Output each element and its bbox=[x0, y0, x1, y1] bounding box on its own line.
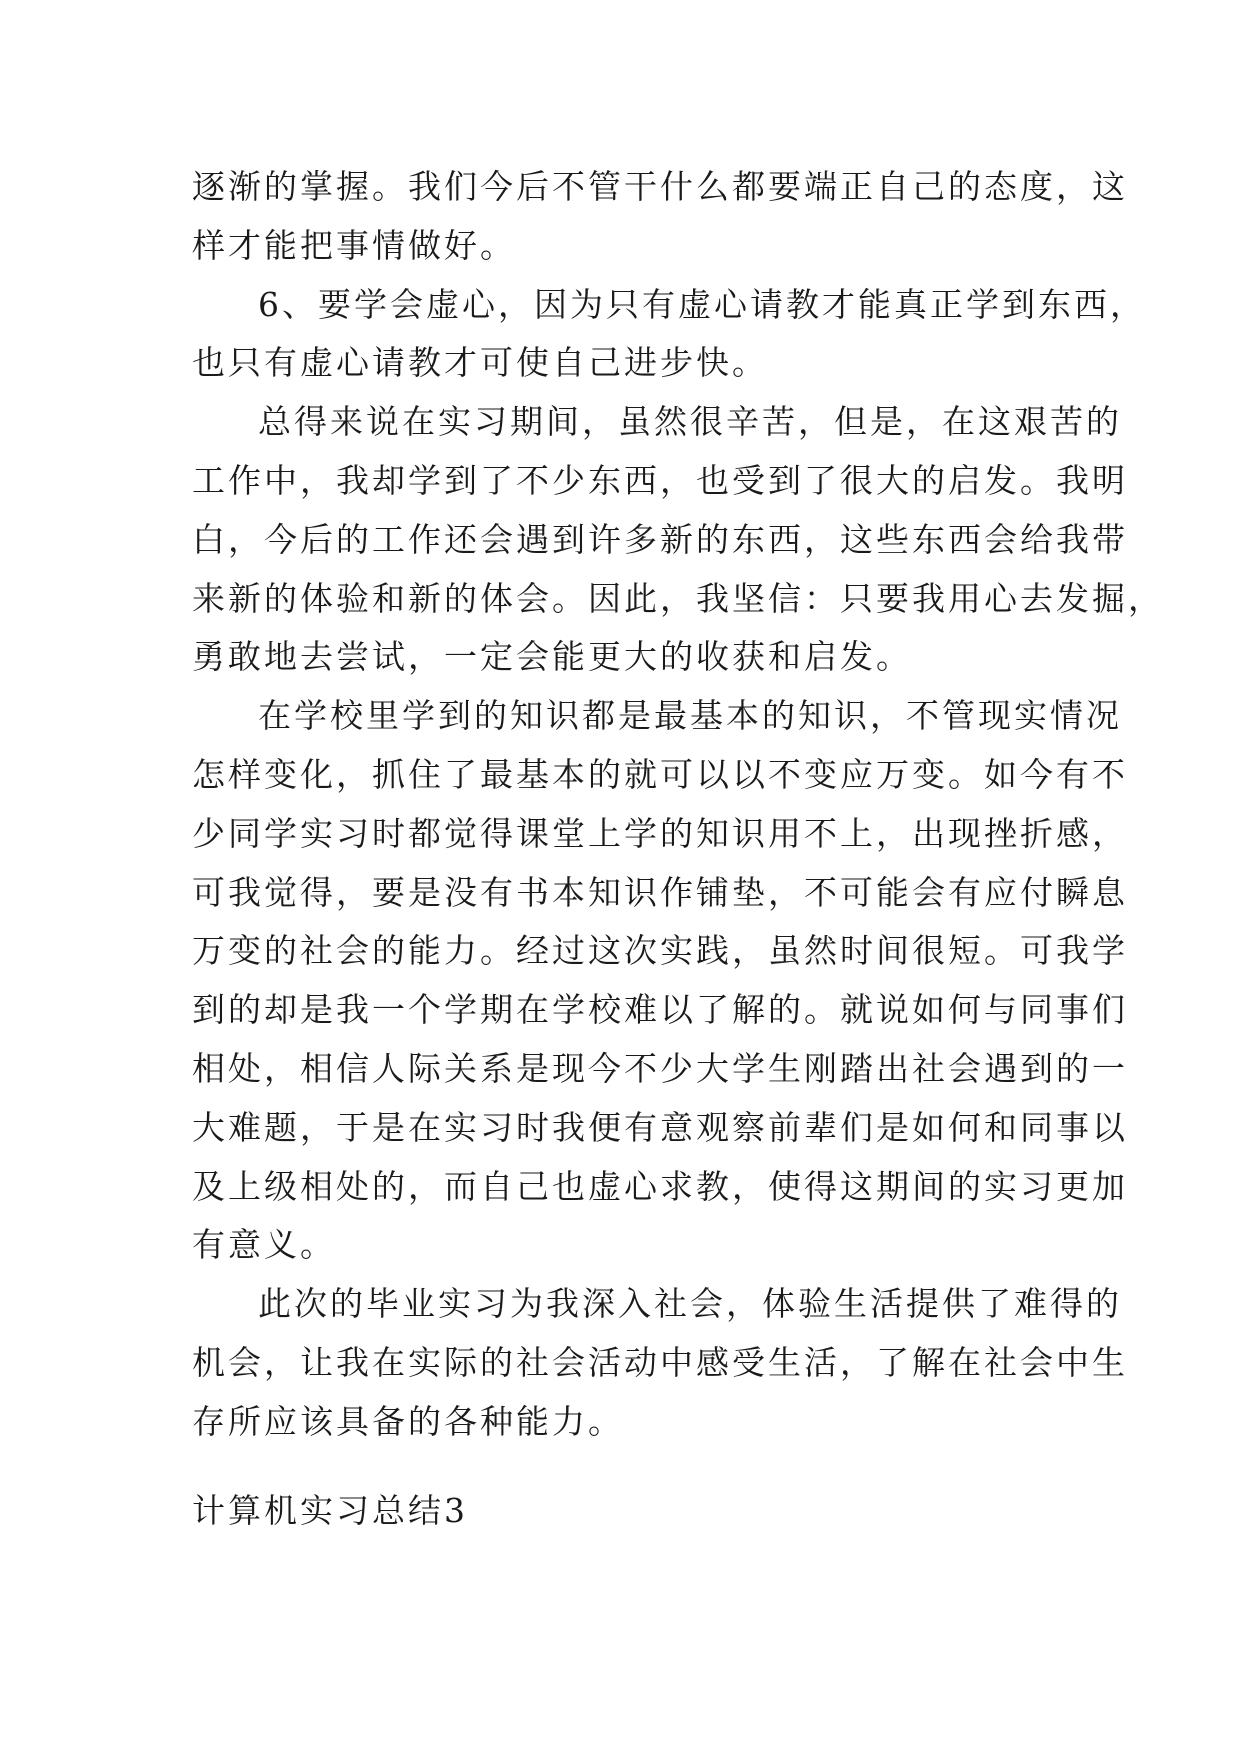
text-line: 此次的毕业实习为我深入社会，体验生活提供了难得的 bbox=[258, 1284, 1122, 1324]
text-line: 6、要学会虚心，因为只有虚心请教才能真正学到东西， bbox=[258, 284, 1146, 324]
text-line: 可我觉得，要是没有书本知识作铺垫，不可能会有应付瞬息 bbox=[192, 872, 1128, 912]
text-line: 工作中，我却学到了不少东西，也受到了很大的启发。我明 bbox=[192, 460, 1128, 500]
text-line: 勇敢地去尝试，一定会能更大的收获和启发。 bbox=[192, 637, 912, 677]
text-line: 白，今后的工作还会遇到许多新的东西，这些东西会给我带 bbox=[192, 519, 1128, 559]
text-line: 相处，相信人际关系是现今不少大学生刚踏出社会遇到的一 bbox=[192, 1048, 1128, 1088]
text-line: 也只有虚心请教才可使自己进步快。 bbox=[192, 343, 768, 383]
text-line: 存所应该具备的各种能力。 bbox=[192, 1401, 624, 1441]
paragraph bbox=[192, 1275, 1128, 1451]
text-line: 及上级相处的，而自己也虚心求教，使得这期间的实习更加 bbox=[192, 1166, 1128, 1206]
text-line: 到的却是我一个学期在学校难以了解的。就说如何与同事们 bbox=[192, 990, 1128, 1030]
section-heading: 计算机实习总结3 bbox=[192, 1491, 468, 1530]
paragraph bbox=[192, 687, 1128, 1275]
text-line: 有意义。 bbox=[192, 1225, 336, 1265]
text-line: 总得来说在实习期间，虽然很辛苦，但是，在这艰苦的 bbox=[258, 402, 1122, 442]
text-line: 机会，让我在实际的社会活动中感受生活，了解在社会中生 bbox=[192, 1342, 1128, 1382]
paragraph bbox=[192, 276, 1146, 394]
text-line: 逐渐的掌握。我们今后不管干什么都要端正自己的态度，这 bbox=[192, 167, 1128, 206]
text-line: 在学校里学到的知识都是最基本的知识，不管现实情况 bbox=[258, 696, 1122, 736]
document-body bbox=[192, 158, 1164, 1452]
text-line: 怎样变化，抓住了最基本的就可以以不变应万变。如今有不 bbox=[192, 754, 1128, 794]
paragraph bbox=[192, 158, 1128, 276]
text-line: 样才能把事情做好。 bbox=[192, 225, 516, 265]
text-line: 大难题，于是在实习时我便有意观察前辈们是如何和同事以 bbox=[192, 1107, 1128, 1147]
text-line: 来新的体验和新的体会。因此，我坚信：只要我用心去发掘， bbox=[192, 578, 1164, 618]
text-line: 万变的社会的能力。经过这次实践，虽然时间很短。可我学 bbox=[192, 931, 1128, 971]
paragraph bbox=[192, 393, 1164, 687]
text-line: 少同学实习时都觉得课堂上学的知识用不上，出现挫折感， bbox=[192, 813, 1128, 853]
